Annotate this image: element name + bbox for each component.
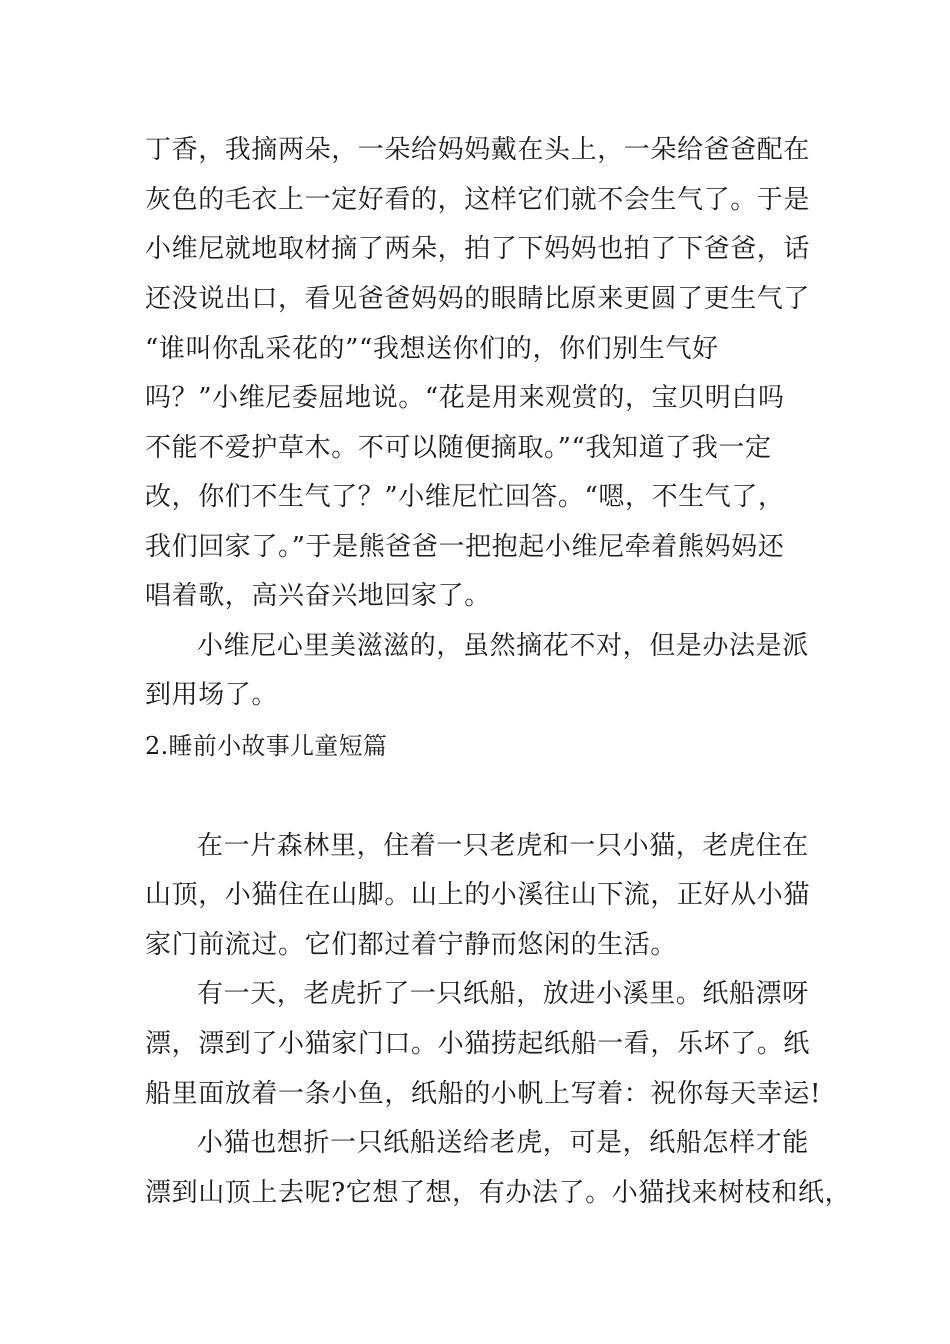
paragraph-line: 还没说出口，看见爸爸妈妈的眼睛比原来更圆了更生气了: [145, 284, 811, 314]
paragraph-line: 吗？”小维尼委屈地说。“花是用来观赏的，宝贝明白吗: [145, 383, 785, 413]
paragraph-line: 小维尼心里美滋滋的，虽然摘花不对，但是办法是派: [197, 631, 809, 661]
paragraph-line: 漂，漂到了小猫家门口。小猫捞起纸船一看，乐坏了。纸: [145, 1029, 811, 1059]
paragraph-line: 唱着歌，高兴奋兴地回家了。: [145, 581, 491, 611]
paragraph-line: 小维尼就地取材摘了两朵，拍了下妈妈也拍了下爸爸，话: [145, 234, 811, 264]
paragraph-line: “谁叫你乱采花的”“我想送你们的，你们别生气好: [145, 334, 719, 364]
paragraph-line: 山顶，小猫住在山脚。山上的小溪往山下流，正好从小猫: [145, 880, 811, 910]
paragraph-line: 在一片森林里，住着一只老虎和一只小猫，老虎住在: [197, 831, 809, 861]
paragraph-line: 船里面放着一条小鱼，纸船的小帆上写着：祝你每天幸运!: [145, 1079, 822, 1109]
paragraph-line: 改，你们不生气了？”小维尼忙回答。“嗯，不生气了，: [145, 482, 785, 512]
paragraph-line: 丁香，我摘两朵，一朵给妈妈戴在头上，一朵给爸爸配在: [145, 135, 811, 165]
paragraph-line: 有一天，老虎折了一只纸船，放进小溪里。纸船漂呀: [197, 979, 809, 1009]
paragraph-line: 我们回家了。”于是熊爸爸一把抱起小维尼牵着熊妈妈还: [145, 532, 785, 562]
paragraph-line: 漂到山顶上去呢?它想了想，有办法了。小猫找来树枝和纸，: [145, 1178, 852, 1208]
paragraph-line: 到用场了。: [145, 680, 279, 710]
paragraph-line: 小猫也想折一只纸船送给老虎，可是，纸船怎样才能: [197, 1128, 809, 1158]
section-heading: 2.睡前小故事儿童短篇: [145, 732, 388, 760]
paragraph-line: 灰色的毛衣上一定好看的，这样它们就不会生气了。于是: [145, 185, 811, 215]
paragraph-line: 不能不爱护草木。不可以随便摘取。”“我知道了我一定: [145, 433, 772, 463]
paragraph-line: 家门前流过。它们都过着宁静而悠闲的生活。: [145, 930, 678, 960]
